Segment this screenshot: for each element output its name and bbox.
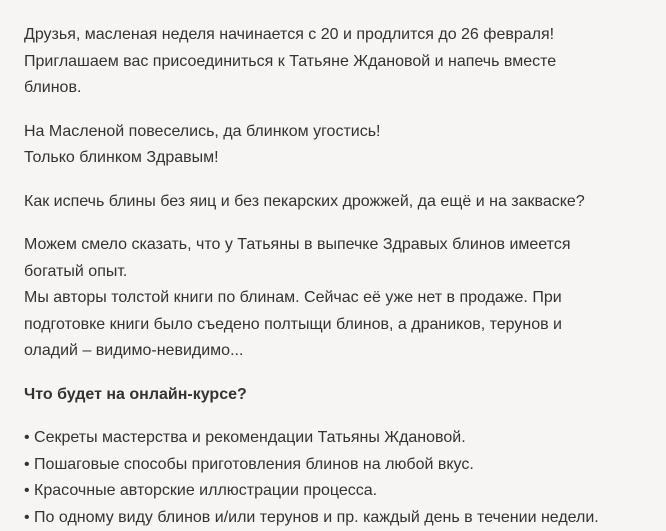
list-item: • По одному виду блинов и/или терунов и пр. каждый день в течении недели. bbox=[24, 505, 654, 531]
list-item: • Пошаговые способы приготовления блинов на любой вкус. bbox=[24, 452, 654, 479]
course-features-list bbox=[24, 425, 654, 531]
article-body bbox=[24, 22, 654, 531]
question-paragraph: Как испечь блины без яиц и без пекарских дрожжей, да ещё и на закваске? bbox=[24, 189, 654, 216]
experience-paragraph: Можем смело сказать, что у Татьяны в выпечке Здравых блинов имеется богатый опыт. Мы авторы толстой книги по блинам. Сейчас её уже нет в продаже. При подготовке книги было съедено полтыщи блинов, а драников, терунов и оладий – видимо-невидимо... bbox=[24, 232, 654, 365]
saying-paragraph: На Масленой повеселись, да блинком угостись! Только блинком Здравым! bbox=[24, 119, 654, 172]
course-heading: Что будет на онлайн-курсе? bbox=[24, 382, 654, 409]
list-item: • Секреты мастерства и рекомендации Татьяны Ждановой. bbox=[24, 425, 654, 452]
intro-paragraph: Друзья, масленая неделя начинается с 20 и продлится до 26 февраля! Приглашаем вас присоединиться к Татьяне Ждановой и напечь вместе блинов. bbox=[24, 22, 654, 102]
list-item: • Красочные авторские иллюстрации процесса. bbox=[24, 478, 654, 505]
